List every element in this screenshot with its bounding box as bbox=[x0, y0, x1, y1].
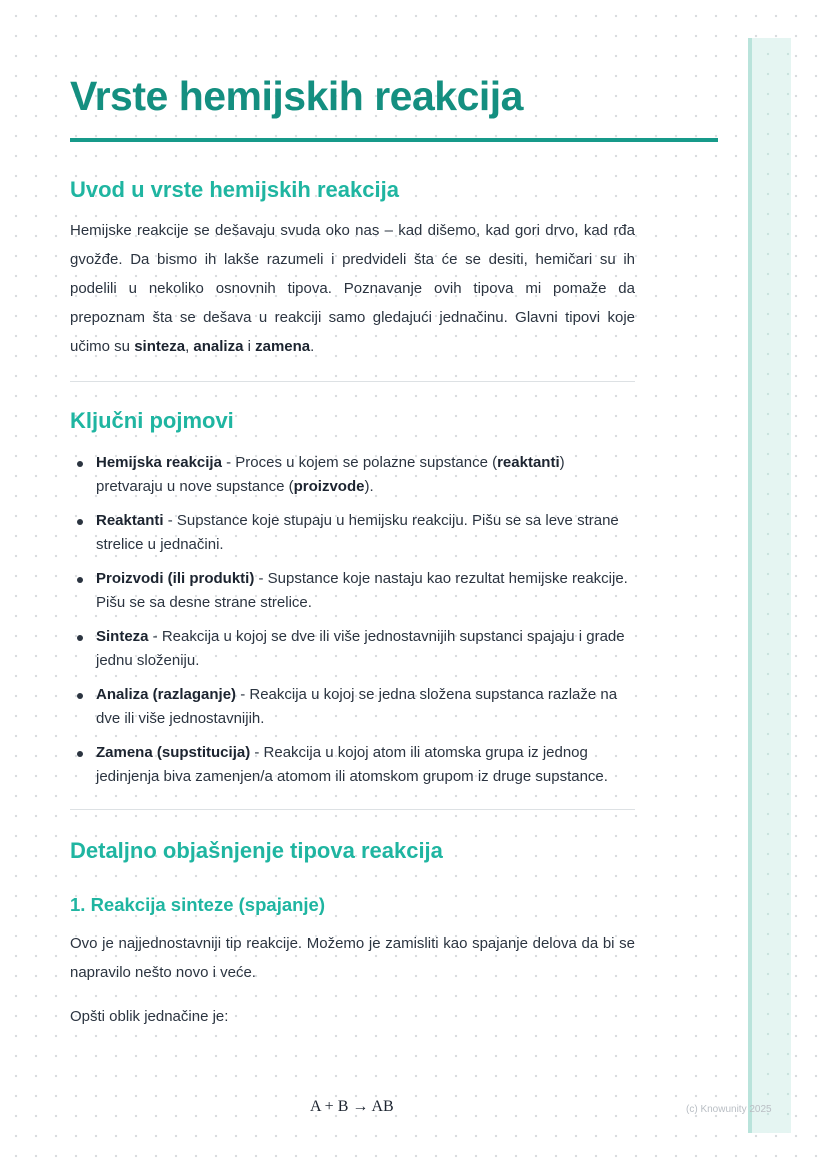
synthesis-heading: 1. Reakcija sinteze (spajanje) bbox=[70, 894, 326, 915]
term-name: Sinteza bbox=[96, 628, 149, 645]
section-divider bbox=[70, 381, 635, 382]
intro-end: . bbox=[310, 338, 315, 355]
term-definition: - Reakcija u kojoj se dve ili više jednostavnijih supstanci spajaju i grade jednu složeniju. bbox=[96, 628, 625, 669]
list-item bbox=[70, 683, 635, 731]
term-name: Zamena (supstitucija) bbox=[96, 744, 251, 761]
intro-type-analysis: analiza bbox=[193, 338, 244, 355]
term-name: Hemijska reakcija bbox=[96, 454, 222, 471]
list-item bbox=[70, 567, 635, 615]
term-name: Proizvodi (ili produkti) bbox=[96, 570, 255, 587]
list-item bbox=[70, 451, 635, 499]
term-definition: - Supstance koje nastaju kao rezultat hemijske reakcije. Pišu se sa desne strane strelice. bbox=[96, 570, 628, 611]
document-page bbox=[70, 70, 635, 1031]
intro-text: Hemijske reakcije se dešavaju svuda oko nas – kad dišemo, kad gori drvo, kad rđa gvožđe. Da bismo ih lakše razumeli i predvideli šta će se desiti, hemičari su ih podelili u nekoliko osnovnih tipova. Poznavanje ovih tipova mi pomaže da prepoznam šta se dešava u reakciji samo gledajući jednačinu. Glavni tipovi koje učimo su bbox=[70, 222, 635, 355]
intro-heading: Uvod u vrste hemijskih reakcija bbox=[70, 177, 399, 202]
list-item bbox=[70, 509, 635, 557]
term-definition: ) pretvaraju u nove supstance ( bbox=[96, 454, 565, 495]
intro-section bbox=[70, 176, 635, 382]
section-divider bbox=[70, 809, 635, 810]
page-title: Vrste hemijskih reakcija bbox=[70, 73, 523, 119]
term-definition: - Reakcija u kojoj se jedna složena supstanca razlaže na dve ili više jednostavnijih. bbox=[96, 686, 618, 727]
copyright-notice: (c) Knowunity 2025 bbox=[686, 1104, 772, 1115]
synthesis-paragraph: Ovo je najjednostavniji tip reakcije. Možemo je zamisliti kao spajanje delova da bi se napravilo nešto novo i veće. bbox=[70, 935, 635, 981]
key-terms-heading: Ključni pojmovi bbox=[70, 408, 234, 433]
term-definition: - Reakcija u kojoj atom ili atomska grupa iz jednog jedinjenja biva zamenjen/a atomom ili atomskom grupom iz druge supstance. bbox=[96, 744, 608, 785]
list-item bbox=[70, 741, 635, 789]
key-terms-section bbox=[70, 407, 635, 810]
term-highlight: proizvode bbox=[293, 478, 365, 495]
intro-separator: , bbox=[185, 338, 194, 355]
list-item bbox=[70, 625, 635, 673]
intro-type-synthesis: sinteza bbox=[134, 338, 186, 355]
term-name: Reaktanti bbox=[96, 512, 164, 529]
term-highlight: reaktanti bbox=[497, 454, 560, 471]
term-definition: - Proces u kojem se polazne supstance ( bbox=[221, 454, 498, 471]
term-definition: ). bbox=[364, 478, 374, 495]
key-terms-list bbox=[70, 451, 635, 789]
intro-separator: i bbox=[243, 338, 256, 355]
intro-type-substitution: zamena bbox=[255, 338, 311, 355]
intro-paragraph bbox=[70, 216, 635, 361]
detail-heading: Detaljno objašnjenje tipova reakcija bbox=[70, 838, 443, 863]
general-form-label: Opšti oblik jednačine je: bbox=[70, 1008, 229, 1025]
term-name: Analiza (razlaganje) bbox=[96, 686, 237, 703]
title-underline bbox=[70, 138, 718, 142]
term-definition: - Supstance koje stupaju u hemijsku reakciju. Pišu se sa leve strane strelice u jednačini. bbox=[96, 512, 619, 553]
side-margin-strip bbox=[748, 38, 791, 1133]
synthesis-equation: A + B → AB bbox=[310, 1098, 394, 1115]
detail-section bbox=[70, 837, 635, 1031]
